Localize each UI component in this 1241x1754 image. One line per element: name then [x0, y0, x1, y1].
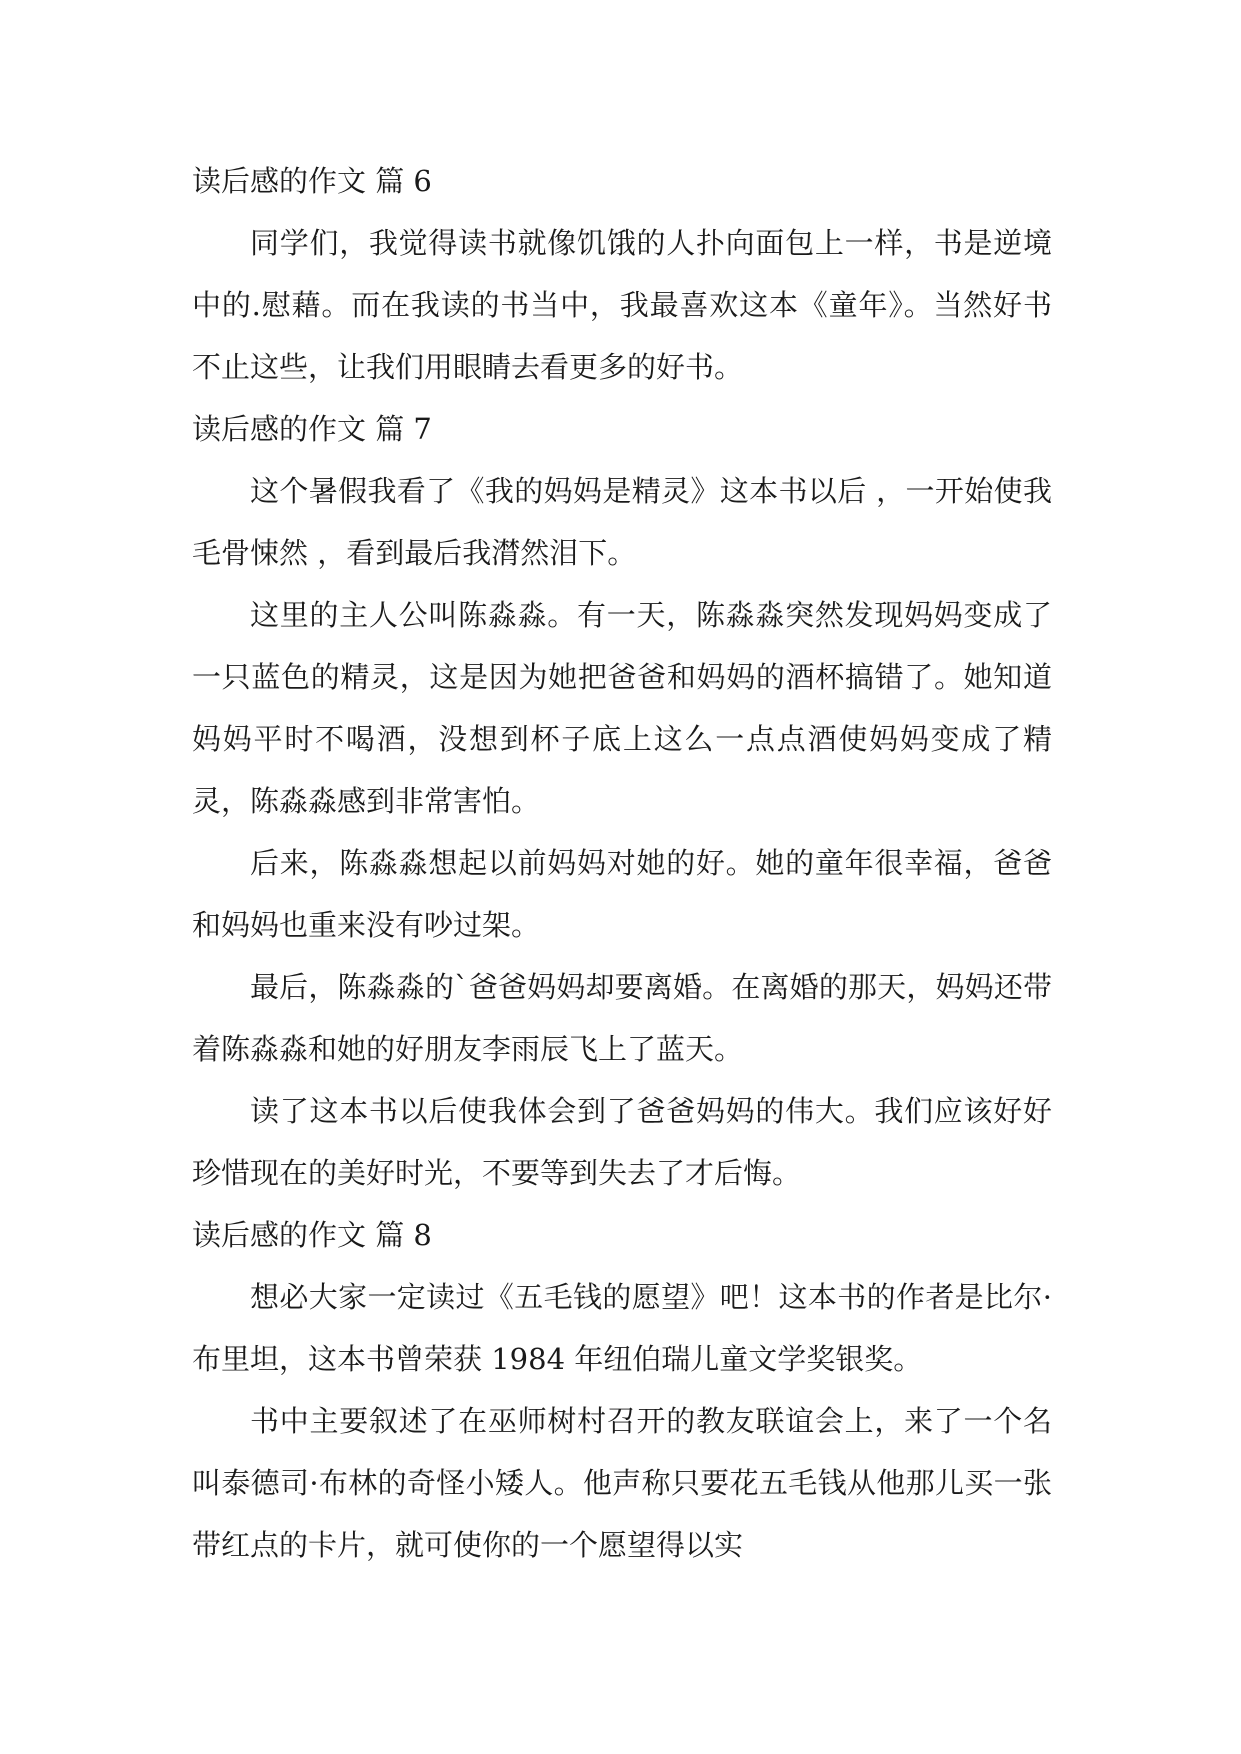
paragraph: 同学们，我觉得读书就像饥饿的人扑向面包上一样，书是逆境中的.慰藉。而在我读的书当中，我最喜欢这本《童年》。当然好书不止这些，让我们用眼睛去看更多的好书。	[192, 226, 1052, 384]
paragraph: 书中主要叙述了在巫师树村召开的教友联谊会上，来了一个名叫泰德司·布林的奇怪小矮人。他声称只要花五毛钱从他那儿买一张带红点的卡片，就可使你的一个愿望得以实	[192, 1404, 1052, 1562]
section-7	[192, 398, 1052, 1204]
paragraph: 想必大家一定读过《五毛钱的愿望》吧！这本书的作者是比尔·布里坦，这本书曾荣获 1984 年纽伯瑞儿童文学奖银奖。	[192, 1280, 1052, 1376]
paragraph: 这个暑假我看了《我的妈妈是精灵》这本书以后 ，一开始使我毛骨悚然 ，看到最后我潸然泪下。	[192, 474, 1052, 570]
section-6	[192, 150, 1052, 398]
paragraph: 后来，陈淼淼想起以前妈妈对她的好。她的童年很幸福，爸爸和妈妈也重来没有吵过架。	[192, 846, 1052, 942]
section-heading: 读后感的作文 篇 6	[192, 164, 432, 198]
section-8	[192, 1204, 1052, 1576]
section-heading: 读后感的作文 篇 8	[192, 1218, 432, 1252]
paragraph: 这里的主人公叫陈淼淼。有一天，陈淼淼突然发现妈妈变成了一只蓝色的精灵，这是因为她把爸爸和妈妈的酒杯搞错了。她知道妈妈平时不喝酒，没想到杯子底上这么一点点酒使妈妈变成了精灵，陈淼淼感到非常害怕。	[192, 598, 1052, 818]
paragraph: 读了这本书以后使我体会到了爸爸妈妈的伟大。我们应该好好珍惜现在的美好时光，不要等到失去了才后悔。	[192, 1094, 1052, 1190]
section-heading: 读后感的作文 篇 7	[192, 412, 432, 446]
document-page	[192, 150, 1052, 1576]
paragraph: 最后，陈淼淼的`爸爸妈妈却要离婚。在离婚的那天，妈妈还带着陈淼淼和她的好朋友李雨辰飞上了蓝天。	[192, 970, 1052, 1066]
